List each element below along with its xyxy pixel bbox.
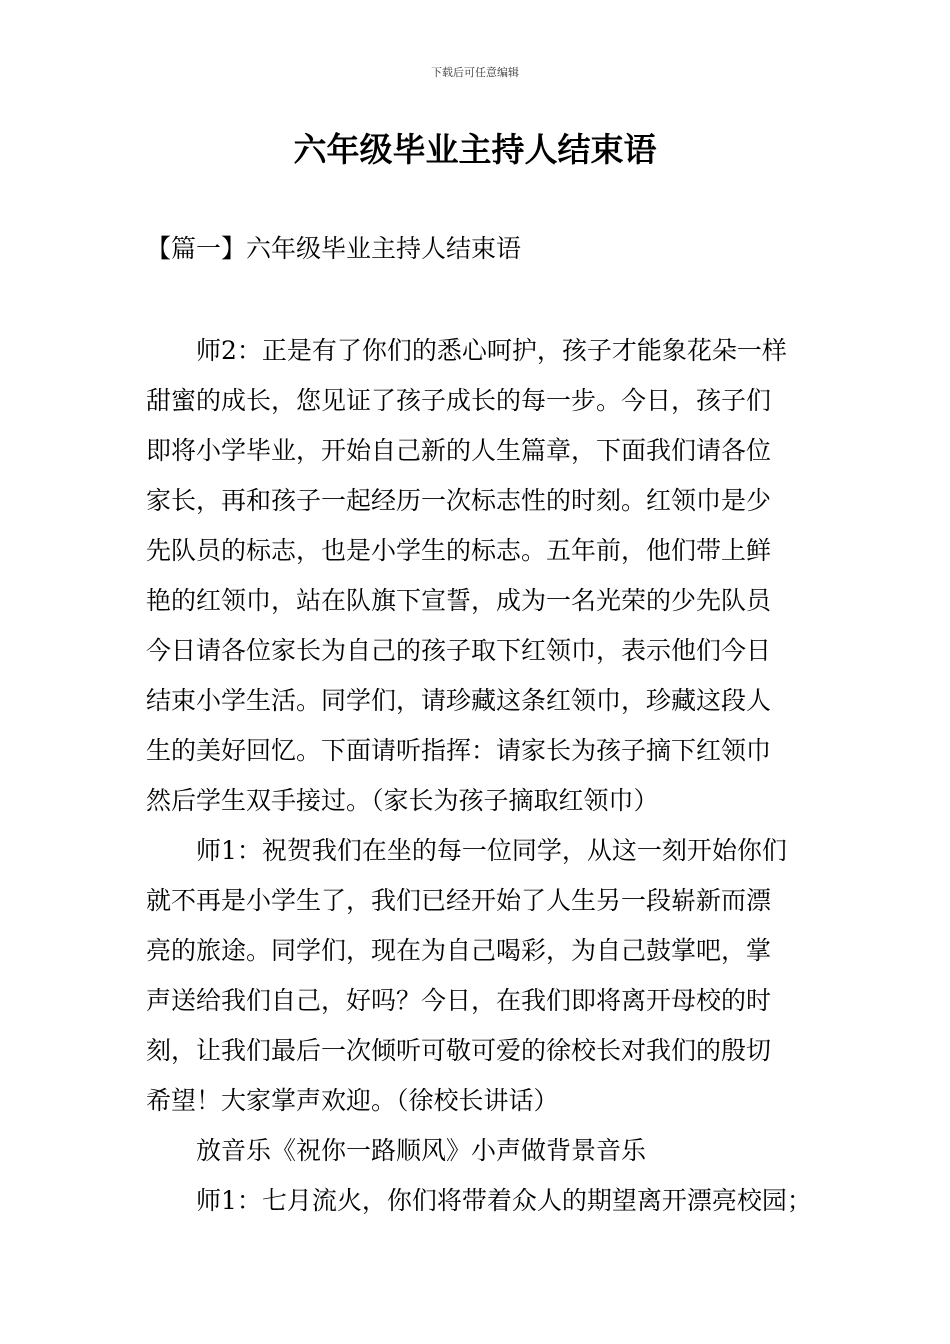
- paragraph-line: 放音乐《祝你一路顺风》小声做背景音乐: [196, 1136, 647, 1165]
- document-title: 六年级毕业主持人结束语: [293, 130, 657, 169]
- paragraph-line: 希望！大家掌声欢迎。（徐校长讲话）: [146, 1086, 559, 1115]
- paragraph-line: 即将小学毕业，开始自己新的人生篇章，下面我们请各位: [146, 436, 772, 465]
- paragraph-line: 然后学生双手接过。（家长为孩子摘取红领巾）: [146, 786, 659, 815]
- paragraph-line: 亮的旅途。同学们，现在为自己喝彩，为自己鼓掌吧，掌: [146, 936, 772, 965]
- paragraph-line: 生的美好回忆。下面请听指挥：请家长为孩子摘下红领巾: [146, 736, 772, 765]
- paragraph-line: 今日请各位家长为自己的孩子取下红领巾，表示他们今日: [146, 636, 772, 665]
- paragraph-line: 先队员的标志，也是小学生的标志。五年前，他们带上鲜: [146, 536, 772, 565]
- body-text: [146, 326, 826, 1226]
- paragraph-line: 师1：七月流火，你们将带着众人的期望离开漂亮校园；: [196, 1186, 812, 1215]
- section-heading: 【篇一】六年级毕业主持人结束语: [146, 234, 522, 263]
- header-note: 下载后可任意编辑: [431, 66, 519, 79]
- paragraph-line: 师1：祝贺我们在坐的每一位同学，从这一刻开始你们: [196, 836, 787, 865]
- paragraph-line: 家长，再和孩子一起经历一次标志性的时刻。红领巾是少: [146, 486, 772, 515]
- paragraph-line: 刻，让我们最后一次倾听可敬可爱的徐校长对我们的殷切: [146, 1036, 772, 1065]
- paragraph-line: 声送给我们自己，好吗？今日，在我们即将离开母校的时: [146, 986, 772, 1015]
- paragraph-line: 就不再是小学生了，我们已经开始了人生另一段崭新而漂: [146, 886, 772, 915]
- paragraph-line: 结束小学生活。同学们，请珍藏这条红领巾，珍藏这段人: [146, 686, 772, 715]
- paragraph-line: 师2：正是有了你们的悉心呵护，孩子才能象花朵一样: [196, 336, 787, 365]
- paragraph-line: 艳的红领巾，站在队旗下宣誓，成为一名光荣的少先队员: [146, 586, 772, 615]
- paragraph-line: 甜蜜的成长，您见证了孩子成长的每一步。今日，孩子们: [146, 386, 772, 415]
